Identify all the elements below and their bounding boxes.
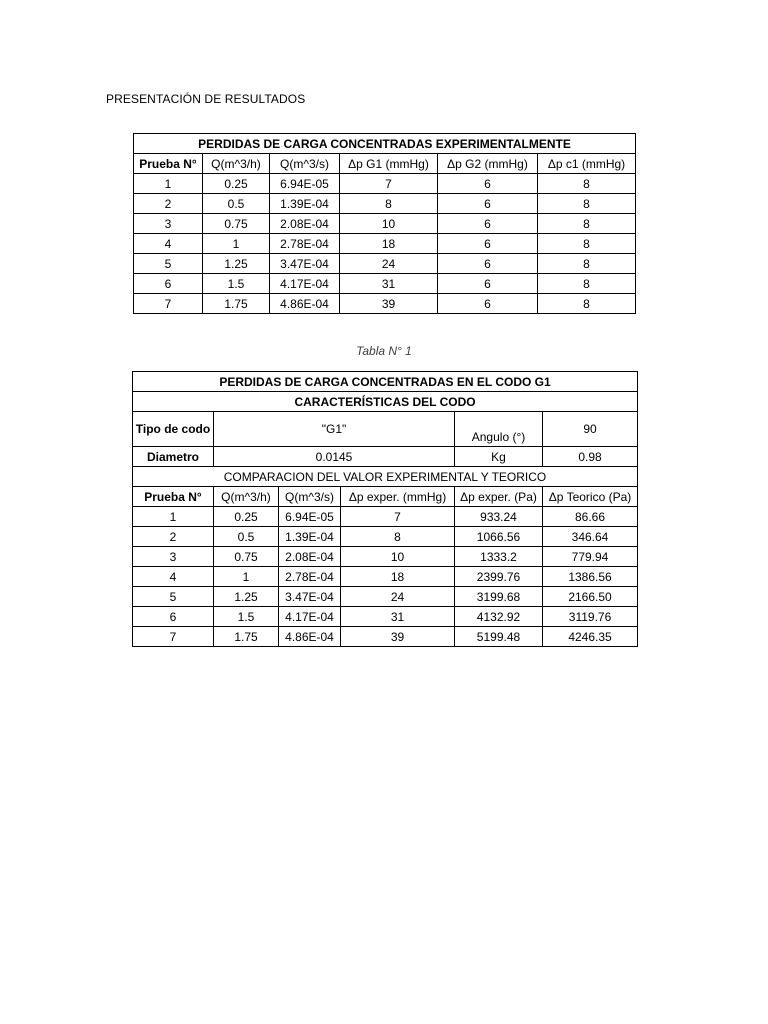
table-title-row	[134, 134, 636, 154]
table-row	[134, 214, 636, 234]
table-cell: 933.24	[455, 507, 543, 527]
table-row	[133, 567, 638, 587]
table-cell: 7	[340, 174, 438, 194]
table-row	[133, 507, 638, 527]
table-cell: 7	[134, 294, 203, 314]
table-cell: 0.5	[214, 527, 279, 547]
elbow-losses-table	[132, 371, 638, 647]
column-header: Prueba N°	[134, 154, 203, 174]
table-row	[133, 607, 638, 627]
table-cell: 1.75	[203, 294, 270, 314]
table-cell: 3	[133, 547, 214, 567]
table-cell: 4.17E-04	[270, 274, 340, 294]
section-heading: PRESENTACIÓN DE RESULTADOS	[106, 92, 306, 106]
table-cell: 10	[341, 547, 455, 567]
table-cell: 6.94E-05	[270, 174, 340, 194]
table-cell: 8	[538, 234, 636, 254]
table-cell: 5	[133, 587, 214, 607]
elbow-type-value: "G1"	[214, 412, 455, 447]
table-cell: 5	[134, 254, 203, 274]
table-cell: 346.64	[543, 527, 638, 547]
table-cell: 31	[341, 607, 455, 627]
table-cell: 6	[438, 174, 538, 194]
table-cell: 86.66	[543, 507, 638, 527]
table-cell: 4.17E-04	[279, 607, 341, 627]
table-cell: 1	[214, 567, 279, 587]
table-subtitle-row	[133, 392, 638, 412]
comparison-title: COMPARACION DEL VALOR EXPERIMENTAL Y TEORICO	[133, 467, 638, 487]
kg-value: 0.98	[543, 447, 638, 467]
table-subtitle: CARACTERÍSTICAS DEL CODO	[133, 392, 638, 412]
elbow-type-row	[133, 412, 638, 447]
table-cell: 39	[340, 294, 438, 314]
table-cell: 6	[438, 294, 538, 314]
table-cell: 4.86E-04	[279, 627, 341, 647]
table-row	[133, 587, 638, 607]
table-cell: 7	[341, 507, 455, 527]
table-cell: 5199.48	[455, 627, 543, 647]
table-row	[133, 527, 638, 547]
column-header: Q(m^3/h)	[214, 487, 279, 507]
table-cell: 2	[134, 194, 203, 214]
table-cell: 1.5	[214, 607, 279, 627]
table-cell: 0.25	[203, 174, 270, 194]
table-cell: 24	[340, 254, 438, 274]
table-cell: 2399.76	[455, 567, 543, 587]
table-row	[134, 194, 636, 214]
table-cell: 3	[134, 214, 203, 234]
table-cell: 1.25	[214, 587, 279, 607]
table-cell: 8	[341, 527, 455, 547]
column-header: Δp c1 (mmHg)	[538, 154, 636, 174]
table-title: PERDIDAS DE CARGA CONCENTRADAS EXPERIMENTALMENTE	[134, 134, 636, 154]
table-cell: 2	[133, 527, 214, 547]
table-cell: 3199.68	[455, 587, 543, 607]
table-caption: Tabla N° 1	[356, 344, 412, 358]
column-header: Δp Teorico (Pa)	[543, 487, 638, 507]
table-cell: 7	[133, 627, 214, 647]
table-title-row	[133, 372, 638, 392]
column-header: Δp G2 (mmHg)	[438, 154, 538, 174]
table-cell: 24	[341, 587, 455, 607]
table-cell: 8	[538, 254, 636, 274]
table-cell: 1.39E-04	[279, 527, 341, 547]
column-header: Q(m^3/s)	[279, 487, 341, 507]
table-cell: 31	[340, 274, 438, 294]
table-row	[134, 254, 636, 274]
table-cell: 3119.76	[543, 607, 638, 627]
diameter-value: 0.0145	[214, 447, 455, 467]
column-header: Prueba N°	[133, 487, 214, 507]
table-cell: 4.86E-04	[270, 294, 340, 314]
table-header-row	[133, 487, 638, 507]
table-cell: 0.5	[203, 194, 270, 214]
table-cell: 0.75	[203, 214, 270, 234]
table-cell: 4246.35	[543, 627, 638, 647]
diameter-label: Diametro	[133, 447, 214, 467]
angle-value: 90	[543, 412, 638, 447]
table-cell: 2.08E-04	[270, 214, 340, 234]
table-cell: 1.75	[214, 627, 279, 647]
table-cell: 1	[133, 507, 214, 527]
column-header: Δp G1 (mmHg)	[340, 154, 438, 174]
table-cell: 2166.50	[543, 587, 638, 607]
table-cell: 4	[134, 234, 203, 254]
table-cell: 6.94E-05	[279, 507, 341, 527]
comparison-title-row	[133, 467, 638, 487]
column-header: Q(m^3/h)	[203, 154, 270, 174]
diameter-row	[133, 447, 638, 467]
table-cell: 2.78E-04	[279, 567, 341, 587]
table-cell: 1	[203, 234, 270, 254]
table-cell: 3.47E-04	[270, 254, 340, 274]
table-cell: 1066.56	[455, 527, 543, 547]
table-cell: 0.75	[214, 547, 279, 567]
table-cell: 6	[133, 607, 214, 627]
table-cell: 1.25	[203, 254, 270, 274]
table-cell: 2.78E-04	[270, 234, 340, 254]
column-header: Q(m^3/s)	[270, 154, 340, 174]
table-cell: 4	[133, 567, 214, 587]
table-cell: 18	[340, 234, 438, 254]
table-row	[134, 174, 636, 194]
table-cell: 3.47E-04	[279, 587, 341, 607]
table-cell: 6	[438, 234, 538, 254]
table-title: PERDIDAS DE CARGA CONCENTRADAS EN EL CODO G1	[133, 372, 638, 392]
table-cell: 6	[438, 214, 538, 234]
table-row	[133, 547, 638, 567]
table-cell: 6	[134, 274, 203, 294]
table-cell: 39	[341, 627, 455, 647]
elbow-type-label: Tipo de codo	[133, 412, 214, 447]
table-header-row	[134, 154, 636, 174]
column-header: Δp exper. (mmHg)	[341, 487, 455, 507]
table-cell: 1	[134, 174, 203, 194]
table-cell: 6	[438, 274, 538, 294]
table-cell: 1.5	[203, 274, 270, 294]
table-cell: 1386.56	[543, 567, 638, 587]
table-row	[134, 234, 636, 254]
table-cell: 6	[438, 194, 538, 214]
table-cell: 0.25	[214, 507, 279, 527]
table-row	[134, 294, 636, 314]
column-header: Δp exper. (Pa)	[455, 487, 543, 507]
table-row	[134, 274, 636, 294]
table-cell: 18	[341, 567, 455, 587]
table-cell: 8	[538, 214, 636, 234]
kg-label: Kg	[455, 447, 543, 467]
experimental-losses-table	[133, 133, 636, 314]
table-cell: 2.08E-04	[279, 547, 341, 567]
table-cell: 8	[538, 274, 636, 294]
table-cell: 1.39E-04	[270, 194, 340, 214]
table-cell: 1333.2	[455, 547, 543, 567]
table-cell: 6	[438, 254, 538, 274]
table-cell: 8	[538, 174, 636, 194]
table-cell: 10	[340, 214, 438, 234]
angle-label: Angulo (°)	[455, 412, 543, 447]
table-row	[133, 627, 638, 647]
table-cell: 8	[538, 194, 636, 214]
table-cell: 4132.92	[455, 607, 543, 627]
table-cell: 8	[538, 294, 636, 314]
table-cell: 779.94	[543, 547, 638, 567]
table-cell: 8	[340, 194, 438, 214]
